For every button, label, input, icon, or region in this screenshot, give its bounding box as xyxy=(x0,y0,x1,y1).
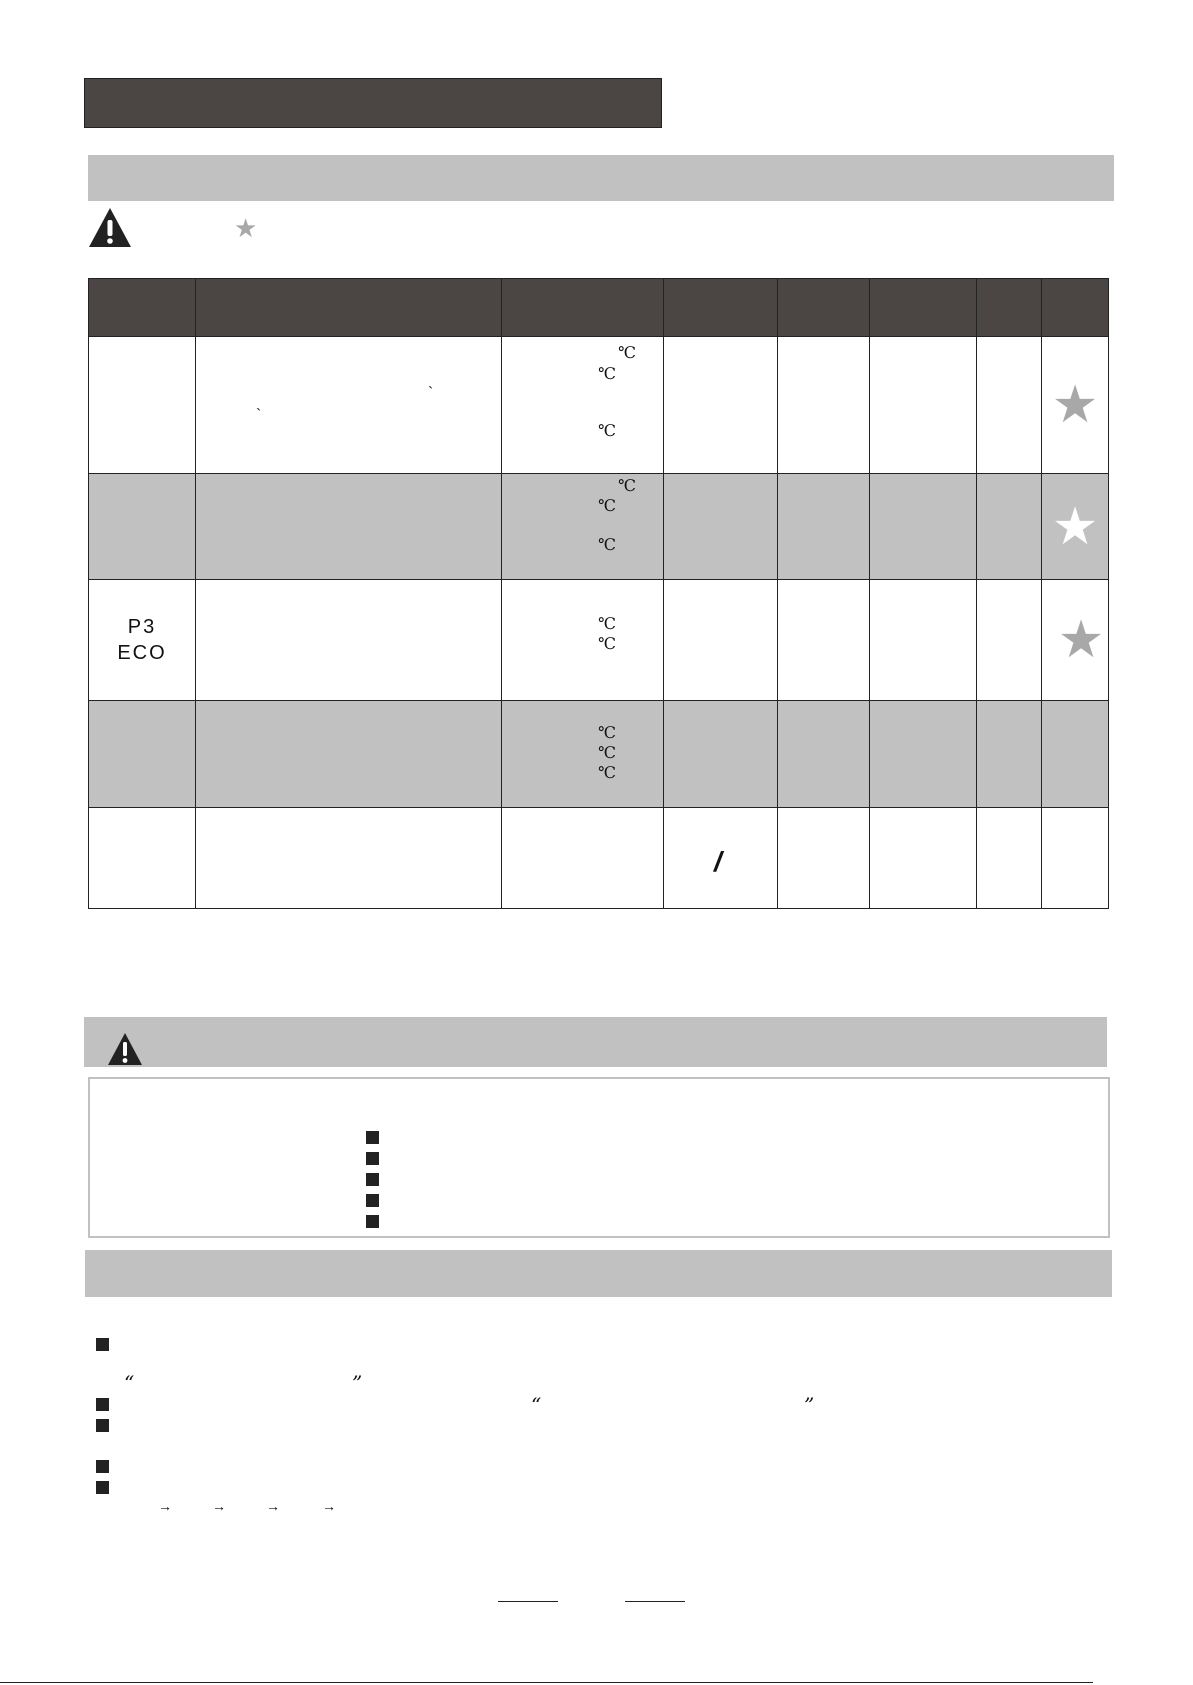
square-bullet-icon xyxy=(96,1460,109,1473)
header-cell xyxy=(664,279,778,337)
close-quote: ” xyxy=(804,1393,815,1417)
temp-unit: ℃ xyxy=(618,476,636,495)
temp-unit: ℃ xyxy=(598,535,616,554)
arrow-icon: → xyxy=(322,1498,336,1514)
data-cell xyxy=(778,808,870,909)
instructions-section-header xyxy=(85,1250,1112,1297)
program-cell xyxy=(89,580,196,701)
warning-triangle-icon xyxy=(88,206,132,248)
square-bullet-icon xyxy=(366,1173,379,1186)
star-icon: ★ xyxy=(1042,474,1109,580)
open-quote: “ xyxy=(531,1393,542,1417)
table-row xyxy=(89,808,1109,909)
temp-unit: ℃ xyxy=(598,364,616,383)
temp-unit: ℃ xyxy=(618,343,636,362)
data-cell xyxy=(778,580,870,701)
table-row xyxy=(89,474,1109,580)
header-cell xyxy=(977,279,1042,337)
temp-unit: ℃ xyxy=(598,634,616,653)
temp-unit: ℃ xyxy=(598,763,616,782)
data-cell xyxy=(870,337,977,474)
square-bullet-icon xyxy=(96,1338,109,1351)
data-cell xyxy=(664,701,778,808)
table-row xyxy=(89,580,1109,701)
star-icon: ★ xyxy=(1042,580,1109,701)
square-bullet-icon xyxy=(96,1419,109,1432)
data-cell xyxy=(870,474,977,580)
temp-unit: ℃ xyxy=(598,421,616,440)
program-cell xyxy=(89,337,196,474)
star-icon: ★ xyxy=(234,213,258,243)
arrow-icon: → xyxy=(158,1498,172,1514)
underline xyxy=(625,1601,685,1602)
close-quote: ” xyxy=(352,1371,363,1395)
tick-mark: ` xyxy=(256,407,262,424)
description-cell xyxy=(196,701,502,808)
warning-triangle-icon xyxy=(107,1032,143,1066)
page-title-bar xyxy=(84,78,662,128)
data-cell xyxy=(870,808,977,909)
table-header-row xyxy=(89,279,1109,337)
program-code: P3 xyxy=(127,616,157,638)
table-row xyxy=(89,337,1109,474)
header-cell xyxy=(1042,279,1109,337)
header-cell xyxy=(196,279,502,337)
header-cell xyxy=(502,279,664,337)
data-cell xyxy=(870,701,977,808)
temperature-cell xyxy=(502,580,664,701)
data-cell xyxy=(778,701,870,808)
page-bottom-rule xyxy=(0,1682,1093,1683)
program-cell xyxy=(89,701,196,808)
separator-slash: / xyxy=(714,846,722,877)
warning-note-box xyxy=(88,1077,1110,1238)
arrow-icon: → xyxy=(212,1498,226,1514)
data-cell xyxy=(664,474,778,580)
arrow-icon: → xyxy=(266,1498,280,1514)
data-cell xyxy=(664,580,778,701)
header-cell xyxy=(89,279,196,337)
description-cell xyxy=(196,580,502,701)
temp-unit: ℃ xyxy=(598,496,616,515)
data-cell xyxy=(1042,808,1109,909)
header-cell xyxy=(778,279,870,337)
energy-cell xyxy=(664,808,778,909)
description-cell xyxy=(196,808,502,909)
program-table xyxy=(88,278,1109,909)
data-cell xyxy=(977,337,1042,474)
program-section-header xyxy=(88,155,1114,201)
description-cell xyxy=(196,474,502,580)
data-cell xyxy=(1042,701,1109,808)
open-quote: “ xyxy=(124,1371,135,1395)
program-cell xyxy=(89,474,196,580)
data-cell xyxy=(977,808,1042,909)
data-cell xyxy=(778,337,870,474)
data-cell xyxy=(977,580,1042,701)
square-bullet-icon xyxy=(366,1194,379,1207)
program-cell xyxy=(89,808,196,909)
data-cell xyxy=(977,701,1042,808)
header-cell xyxy=(870,279,977,337)
square-bullet-icon xyxy=(366,1131,379,1144)
temp-unit: ℃ xyxy=(598,614,616,633)
description-cell xyxy=(196,337,502,474)
data-cell xyxy=(664,337,778,474)
square-bullet-icon xyxy=(366,1152,379,1165)
data-cell xyxy=(977,474,1042,580)
table-row xyxy=(89,701,1109,808)
temperature-cell xyxy=(502,474,664,580)
data-cell xyxy=(778,474,870,580)
temp-unit: ℃ xyxy=(598,723,616,742)
data-cell xyxy=(870,580,977,701)
square-bullet-icon xyxy=(366,1215,379,1228)
tick-mark: ` xyxy=(428,385,434,402)
underline xyxy=(498,1601,558,1602)
star-icon: ★ xyxy=(1042,337,1109,474)
square-bullet-icon xyxy=(96,1481,109,1494)
program-name: ECO xyxy=(117,642,167,664)
square-bullet-icon xyxy=(96,1398,109,1411)
temp-unit: ℃ xyxy=(598,743,616,762)
temperature-cell xyxy=(502,701,664,808)
warning-section-header xyxy=(84,1017,1107,1067)
temperature-cell xyxy=(502,337,664,474)
temperature-cell xyxy=(502,808,664,909)
